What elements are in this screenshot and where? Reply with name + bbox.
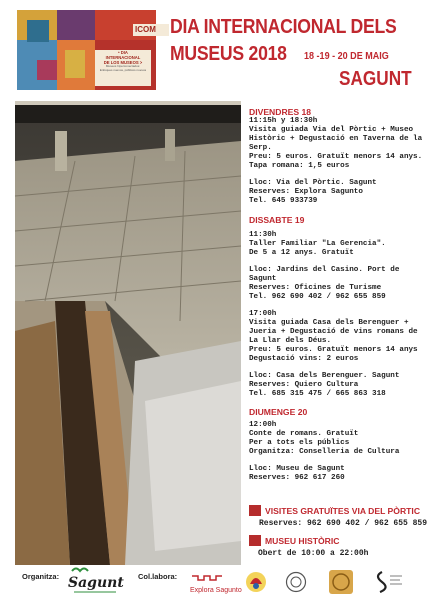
gold-seal-logo [328,569,354,595]
friday-line: Històric + Degustació en Taverna de la [249,135,423,143]
friday-block [249,108,421,206]
logo-line: INTERNACIONAL [105,55,141,60]
visits-title: VISITES GRATUÏTES VIA DEL PÒRTIC [265,506,421,516]
sunday-line: 12:00h [249,421,277,429]
saturday-place-line: Lloc: Casa dels Berenguer. Sagunt [249,372,400,380]
saturday-block [249,216,421,399]
rooster-logo [244,570,268,594]
page-title-line2: MUSEUS 2018 [170,42,287,65]
friday-place-line: Tel. 645 933739 [249,197,318,205]
organitza-label: Organitza: [22,572,60,581]
logo-line: Enfoques nuevos, públicos nuevos [99,67,147,72]
event-dates: 18 -19 - 20 DE MAIG [304,50,389,62]
museum-bar [249,535,261,546]
saturday-place-line: Tel. 962 690 402 / 962 655 859 [249,293,386,301]
colabora-label: Col.labora: [138,572,178,581]
sunday-place-line: Reserves: 962 617 260 [249,474,345,482]
friday-line: Preu: 5 euros. Gratuït menors 14 anys. [249,153,423,161]
explora-logo-text: Explora Sagunto [190,587,242,594]
explora-sagunto-logo [188,570,242,596]
sagunt-logo [66,565,122,597]
visits-detail: Reserves: 962 690 402 / 962 655 859 [259,519,427,528]
sunday-block [249,408,421,483]
saturday-line: Jueria + Degustació de vins romans de [249,328,418,336]
logo-line: Museos hiperconectados: [105,64,141,68]
day-heading-saturday: DISSABTE 19 [249,215,305,225]
sunday-line: Organitza: Conselleria de Cultura [249,448,400,456]
icom-label: ICOM [133,24,169,36]
friday-place-line: Lloc: Via del Pòrtic. Sagunt [249,179,377,187]
saturday-place-line: Lloc: Jardins del Casino. Port de [249,266,400,274]
sunday-line: Conte de romans. Gratuït [249,430,359,438]
saturday-line: 17:00h [249,310,277,318]
roman-road-photo [15,101,241,565]
logo-line: DE LOS MUSEOS > [103,60,143,65]
friday-line: Serp. [249,144,272,152]
saturday-line: Taller Familiar "La Gerencia". [249,240,386,248]
visits-bar [249,505,261,516]
city-name: SAGUNT [339,68,412,90]
day-heading-sunday: DIUMENGE 20 [249,407,308,417]
taverna-serp-logo [372,568,406,596]
saturday-place-line: Reserves: Quiero Cultura [249,381,359,389]
saturday-place-line: Reserves: Oficines de Turisme [249,284,382,292]
logo-line: • DIA [118,50,128,55]
saturday-place-line: Sagunt [249,275,277,283]
friday-line: Tapa romana: 1,5 euros [249,162,350,170]
museum-title: MUSEU HISTÒRIC [265,536,340,546]
saturday-line: 11:30h [249,231,277,239]
friday-line: Visita guiada Via del Pòrtic + Museo [249,126,414,134]
saturday-line: Degustació vins: 2 euros [249,355,359,363]
circle-seal-logo [285,571,307,593]
sunday-line: Per a tots els públics [249,439,350,447]
friday-place-line: Reserves: Explora Sagunto [249,188,363,196]
friday-line: 11:15h y 18:30h [249,117,318,125]
icom-poster-logo [17,10,156,90]
page-title-line1: DIA INTERNACIONAL DELS [170,15,397,38]
saturday-line: La Llar dels Déus. [249,337,332,345]
saturday-line: Visita guiada Casa dels Berenguer + [249,319,409,327]
logo-text-panel [95,50,151,86]
sunday-place-line: Lloc: Museu de Sagunt [249,465,345,473]
saturday-place-line: Tel. 685 315 475 / 665 863 318 [249,390,386,398]
sagunt-logo-text: Sagunt [68,575,124,591]
saturday-line: Preu: 5 euros. Gratuït menors 14 anys [249,346,418,354]
saturday-line: De 5 a 12 anys. Gratuït [249,249,354,257]
day-heading-friday: DIVENDRES 18 [249,107,312,117]
museum-detail: Obert de 10:00 a 22:00h [258,549,369,558]
